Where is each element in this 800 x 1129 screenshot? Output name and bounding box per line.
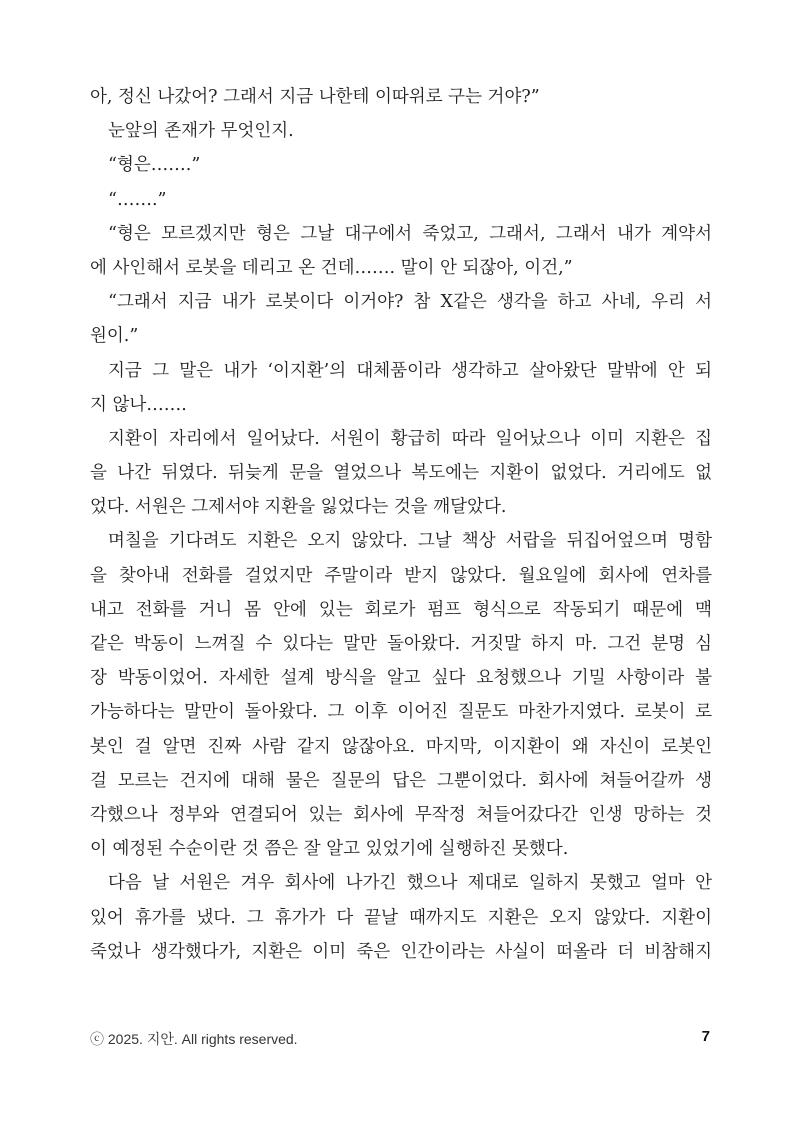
text-line: 이 예정된 수순이란 것 쯤은 잘 알고 있었기에 실행하진 못했다. bbox=[90, 839, 569, 860]
text-line: 다음 날 서원은 겨우 회사에 나가긴 했으나 제대로 일하지 못했고 얼마 안 bbox=[108, 873, 712, 894]
copyright-notice: ⓒ 2025. 지안. All rights reserved. bbox=[90, 1031, 298, 1047]
text-line: 지환이 자리에서 일어났다. 서원이 황급히 따라 일어났으나 이미 지환은 집 bbox=[108, 428, 712, 449]
text-line: 각했으나 정부와 연결되어 있는 회사에 무작정 쳐들어갔다간 인생 망하는 것 bbox=[90, 804, 712, 825]
text-line: “…….” bbox=[108, 189, 167, 210]
text-line: 봇인 걸 알면 진짜 사람 같지 않잖아요. 마지막, 이지환이 왜 자신이 로봇인 bbox=[90, 736, 712, 757]
text-line: 내고 전화를 거니 몸 안에 있는 회로가 펌프 형식으로 작동되기 때문에 맥 bbox=[90, 599, 712, 620]
text-line: 가능하다는 말만이 돌아왔다. 그 이후 이어진 질문도 마찬가지였다. 로봇이 로 bbox=[90, 702, 712, 723]
text-line: 걸 모르는 건지에 대해 물은 질문의 답은 그뿐이었다. 회사에 쳐들어갈까 생 bbox=[90, 770, 712, 791]
page-body bbox=[90, 80, 712, 969]
text-line: 지금 그 말은 내가 ‘이지환’의 대체품이라 생각하고 살아왔단 말밖에 안 되 bbox=[108, 360, 712, 381]
page-footer bbox=[90, 1029, 710, 1051]
page-number: 7 bbox=[701, 1028, 710, 1045]
text-line: 장 박동이었어. 자세한 설계 방식을 알고 싶다 요청했으나 기밀 사항이라 불 bbox=[90, 668, 712, 689]
text-line: 었다. 서원은 그제서야 지환을 잃었다는 것을 깨달았다. bbox=[90, 497, 507, 518]
text-line: 눈앞의 존재가 무엇인지. bbox=[108, 121, 294, 142]
text-line: 며칠을 기다려도 지환은 오지 않았다. 그날 책상 서랍을 뒤집어엎으며 명함 bbox=[108, 531, 712, 552]
text-line: 에 사인해서 로봇을 데리고 온 건데……. 말이 안 되잖아, 이건,” bbox=[90, 257, 573, 278]
text-line: 죽었나 생각했다가, 지환은 이미 죽은 인간이라는 사실이 떠올라 더 비참해지 bbox=[90, 941, 712, 962]
text-line: “그래서 지금 내가 로봇이다 이거야? 참 X같은 생각을 하고 사네, 우리 서 bbox=[108, 292, 712, 313]
text-line: 을 찾아내 전화를 걸었지만 주말이라 받지 않았다. 월요일에 회사에 연차를 bbox=[90, 565, 712, 586]
text-line: 있어 휴가를 냈다. 그 휴가가 다 끝날 때까지도 지환은 오지 않았다. 지환이 bbox=[90, 907, 712, 928]
text-line: 같은 박동이 느껴질 수 있다는 말만 돌아왔다. 거짓말 하지 마. 그건 분명 심 bbox=[90, 634, 712, 654]
text-line: 아, 정신 나갔어? 그래서 지금 나한테 이따위로 구는 거야?” bbox=[90, 87, 540, 107]
text-line: “형은 모르겠지만 형은 그날 대구에서 죽었고, 그래서, 그래서 내가 계약서 bbox=[108, 223, 712, 244]
text-line: “형은…….” bbox=[108, 155, 201, 176]
text-line: 을 나간 뒤였다. 뒤늦게 문을 열었으나 복도에는 지환이 없었다. 거리에도 없 bbox=[90, 463, 712, 484]
text-line: 원이.” bbox=[90, 326, 139, 347]
text-line: 지 않나……. bbox=[90, 394, 187, 415]
